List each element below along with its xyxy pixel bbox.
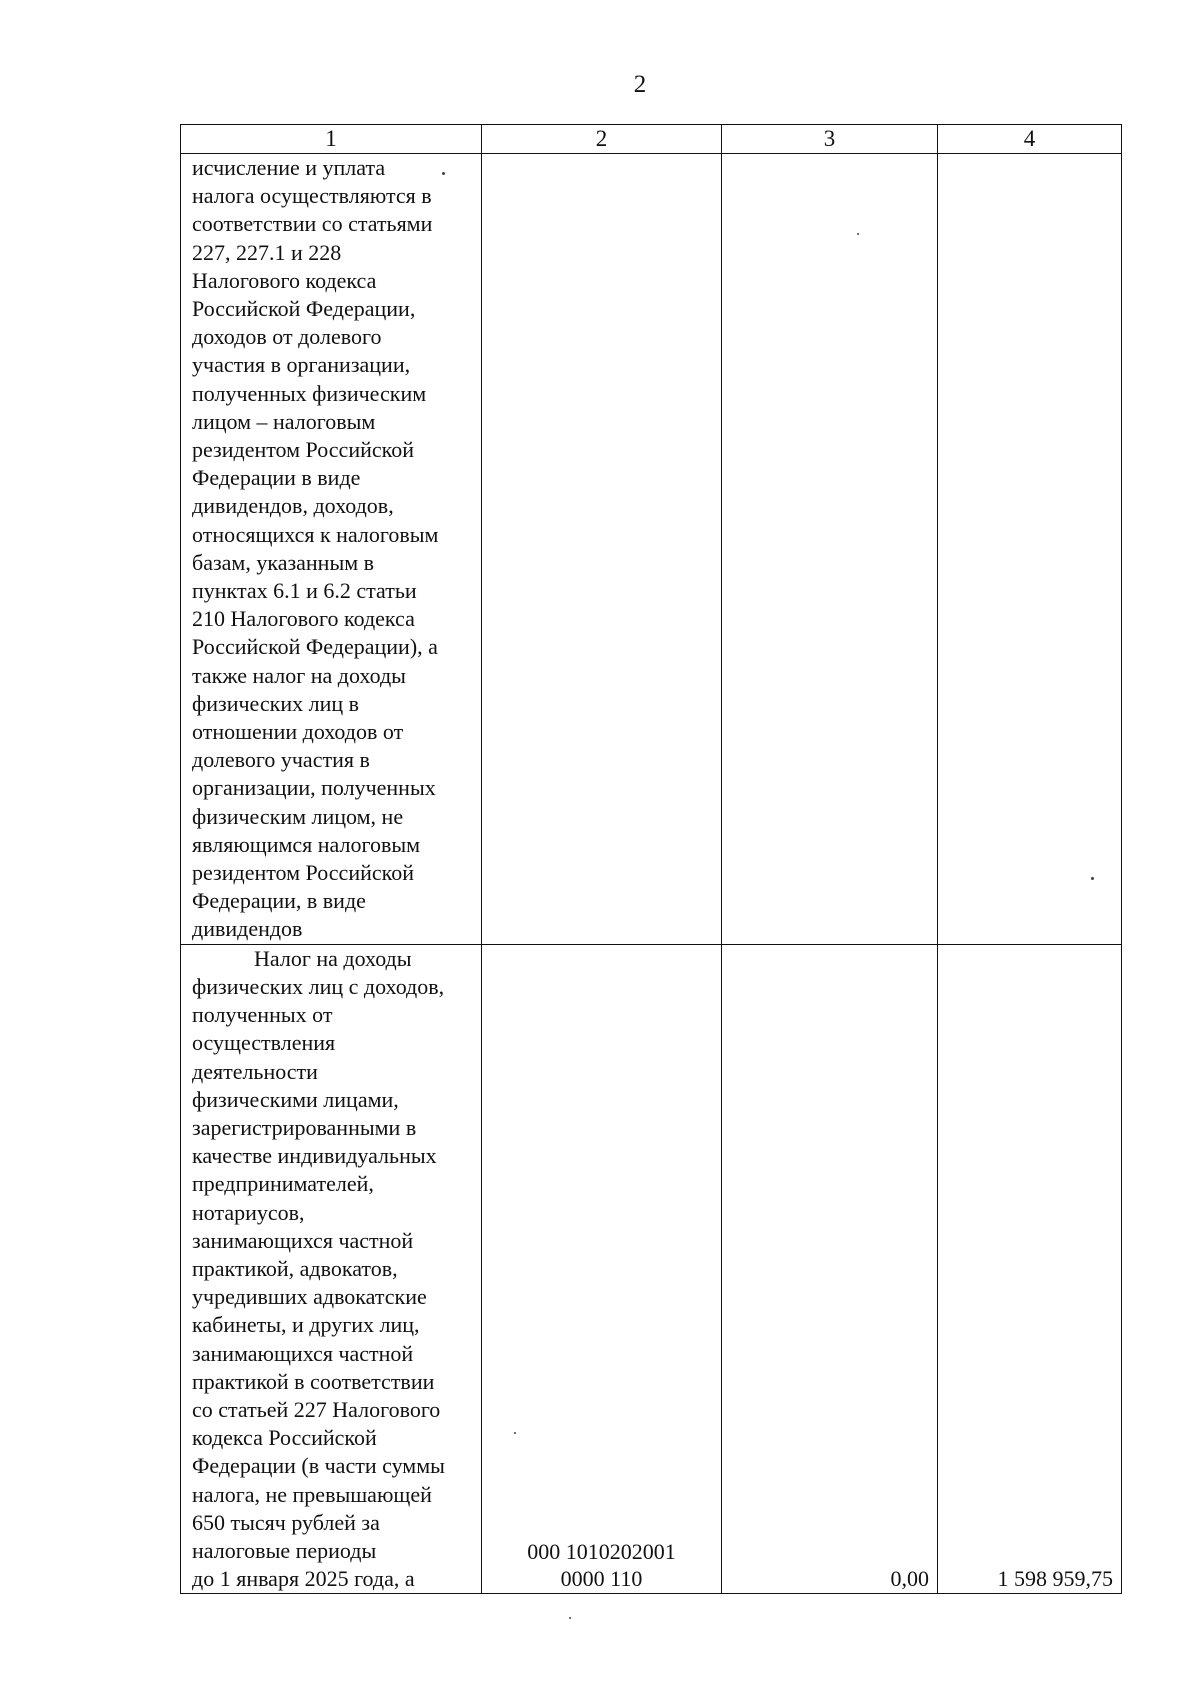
description-line: осуществления <box>192 1030 336 1056</box>
description-line: 650 тысяч рублей за <box>192 1509 380 1535</box>
scan-speck <box>514 1432 516 1434</box>
header-col-1: 1 <box>181 125 482 154</box>
description-line: налоговые периоды <box>192 1537 377 1563</box>
description-line: исчисление и уплата <box>192 155 386 180</box>
description-line: налога осуществляются в <box>192 183 432 209</box>
description-line: практикой, адвокатов, <box>192 1255 398 1281</box>
page-number: 2 <box>633 71 647 98</box>
description-line: Российской Федерации, <box>192 296 416 322</box>
row2-col3: 0,00 <box>722 944 938 1594</box>
row2-code <box>482 944 722 1594</box>
description-line: участия в организации, <box>192 352 411 378</box>
revenue-table <box>180 124 1122 1594</box>
row1-col3 <box>722 154 938 945</box>
scan-speck <box>569 1617 571 1619</box>
description-line: зарегистрированными в <box>192 1114 417 1140</box>
description-line: нотариусов, <box>192 1199 305 1225</box>
description-line: кодекса Российской <box>192 1425 377 1451</box>
header-col-4: 4 <box>938 125 1122 154</box>
row2-col4: 1 598 959,75 <box>938 944 1122 1594</box>
description-line: лицом – налоговым <box>192 408 376 434</box>
description-line: резидентом Российской <box>192 437 414 463</box>
description-line: физическими лицами, <box>192 1086 399 1112</box>
description-line: налога, не превышающей <box>192 1481 432 1507</box>
row1-code <box>482 154 722 945</box>
description-line: являющимся налоговым <box>192 831 421 857</box>
description-line: до 1 января 2025 года, а <box>192 1566 415 1592</box>
description-line: кабинеты, и других лиц, <box>192 1312 420 1338</box>
description-line: занимающихся частной <box>192 1340 414 1366</box>
header-col-2: 2 <box>482 125 722 154</box>
scan-speck <box>1091 877 1094 880</box>
row2-code-line: 0000 110 <box>560 1566 643 1592</box>
description-line: практикой в соответствии <box>192 1368 435 1394</box>
description-line: Налогового кодекса <box>192 267 377 293</box>
scan-speck <box>857 233 859 235</box>
description-line: физическим лицом, не <box>192 803 404 829</box>
row2-code-line: 000 1010202001 <box>527 1539 676 1565</box>
description-line: базам, указанным в <box>192 549 375 575</box>
description-line: физических лиц в <box>192 690 360 716</box>
description-line: качестве индивидуальных <box>192 1143 437 1169</box>
table-row <box>181 154 1122 945</box>
description-line: также налог на доходы <box>192 662 406 688</box>
description-line: предпринимателей, <box>192 1171 374 1197</box>
description-line: полученных физическим <box>192 380 427 406</box>
description-line: Налог на доходы <box>254 945 412 971</box>
description-line: доходов от долевого <box>192 324 382 350</box>
description-line: соответствии со статьями <box>192 211 433 237</box>
description-line: 210 Налогового кодекса <box>192 606 415 632</box>
description-line: Федерации в виде <box>192 465 361 491</box>
description-line: занимающихся частной <box>192 1227 414 1253</box>
description-line: дивидендов <box>192 916 303 942</box>
description-line: резидентом Российской <box>192 860 414 886</box>
description-line: пунктах 6.1 и 6.2 статьи <box>192 578 417 604</box>
table-header-row <box>181 125 1122 154</box>
description-line: Федерации, в виде <box>192 888 366 914</box>
row1-description <box>181 154 482 945</box>
description-line: отношении доходов от <box>192 719 404 745</box>
description-line: физических лиц с доходов, <box>192 973 445 999</box>
description-line: полученных от <box>192 1002 333 1028</box>
description-line: дивидендов, доходов, <box>192 493 394 519</box>
description-line: Российской Федерации), а <box>192 634 438 660</box>
description-line: Федерации (в части суммы <box>192 1453 445 1479</box>
header-col-3: 3 <box>722 125 938 154</box>
description-line: относящихся к налоговым <box>192 521 439 547</box>
row2-description <box>181 944 482 1594</box>
description-line: долевого участия в <box>192 747 370 773</box>
description-line: учредивших адвокатские <box>192 1284 427 1310</box>
description-line: деятельности <box>192 1058 318 1084</box>
description-line: 227, 227.1 и 228 <box>192 239 342 265</box>
table-row <box>181 944 1122 1594</box>
description-line: организации, полученных <box>192 775 436 801</box>
description-line: со статьей 227 Налогового <box>192 1396 441 1422</box>
scan-speck <box>442 172 445 175</box>
row1-col4 <box>938 154 1122 945</box>
